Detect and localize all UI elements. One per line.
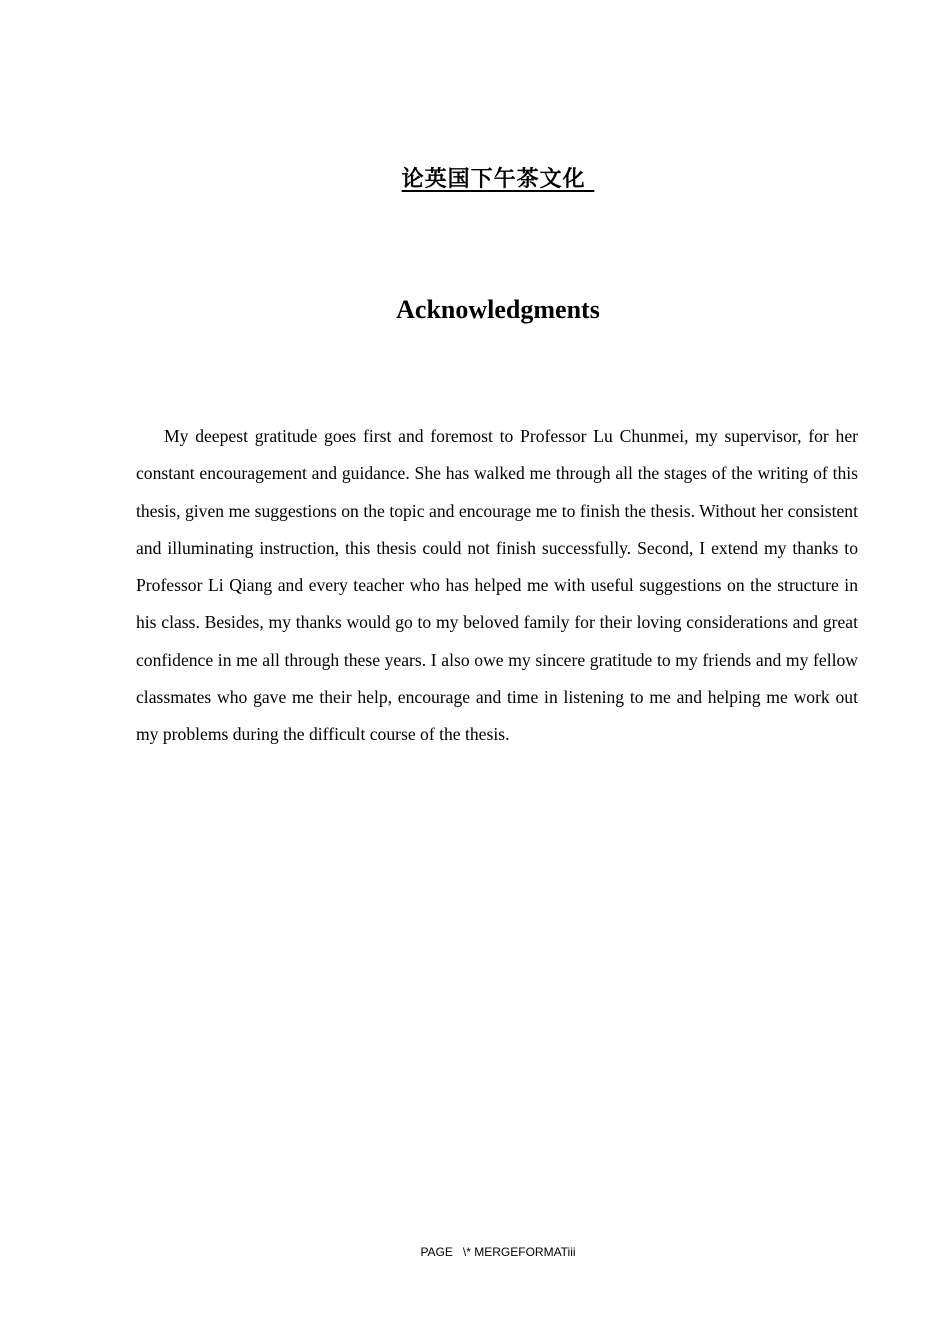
section-heading: Acknowledgments [396,295,600,325]
acknowledgments-paragraph: My deepest gratitude goes first and foremost to Professor Lu Chunmei, my supervisor, for her constant encouragement and guidance. She has walked me through all the stages of the writing of this thesis, given me suggestions on the topic and encourage me to finish the thesis. Without her consistent and illuminating instruction, this thesis could not finish successfully. Second, I extend my thanks to Professor Li Qiang and every teacher who has helped me with useful suggestions on the structure in his class. Besides, my thanks would go to my beloved family for their loving considerations and great confidence in me all through these years. I also owe my sincere gratitude to my friends and my fellow classmates who gave me their help, encourage and time in listening to me and helping me work out my problems during the difficult course of the thesis. [136,426,858,745]
running-header-title: 论英国下午茶文化 [401,166,595,192]
page-number-footer: PAGE \* MERGEFORMATiii [420,1245,576,1259]
